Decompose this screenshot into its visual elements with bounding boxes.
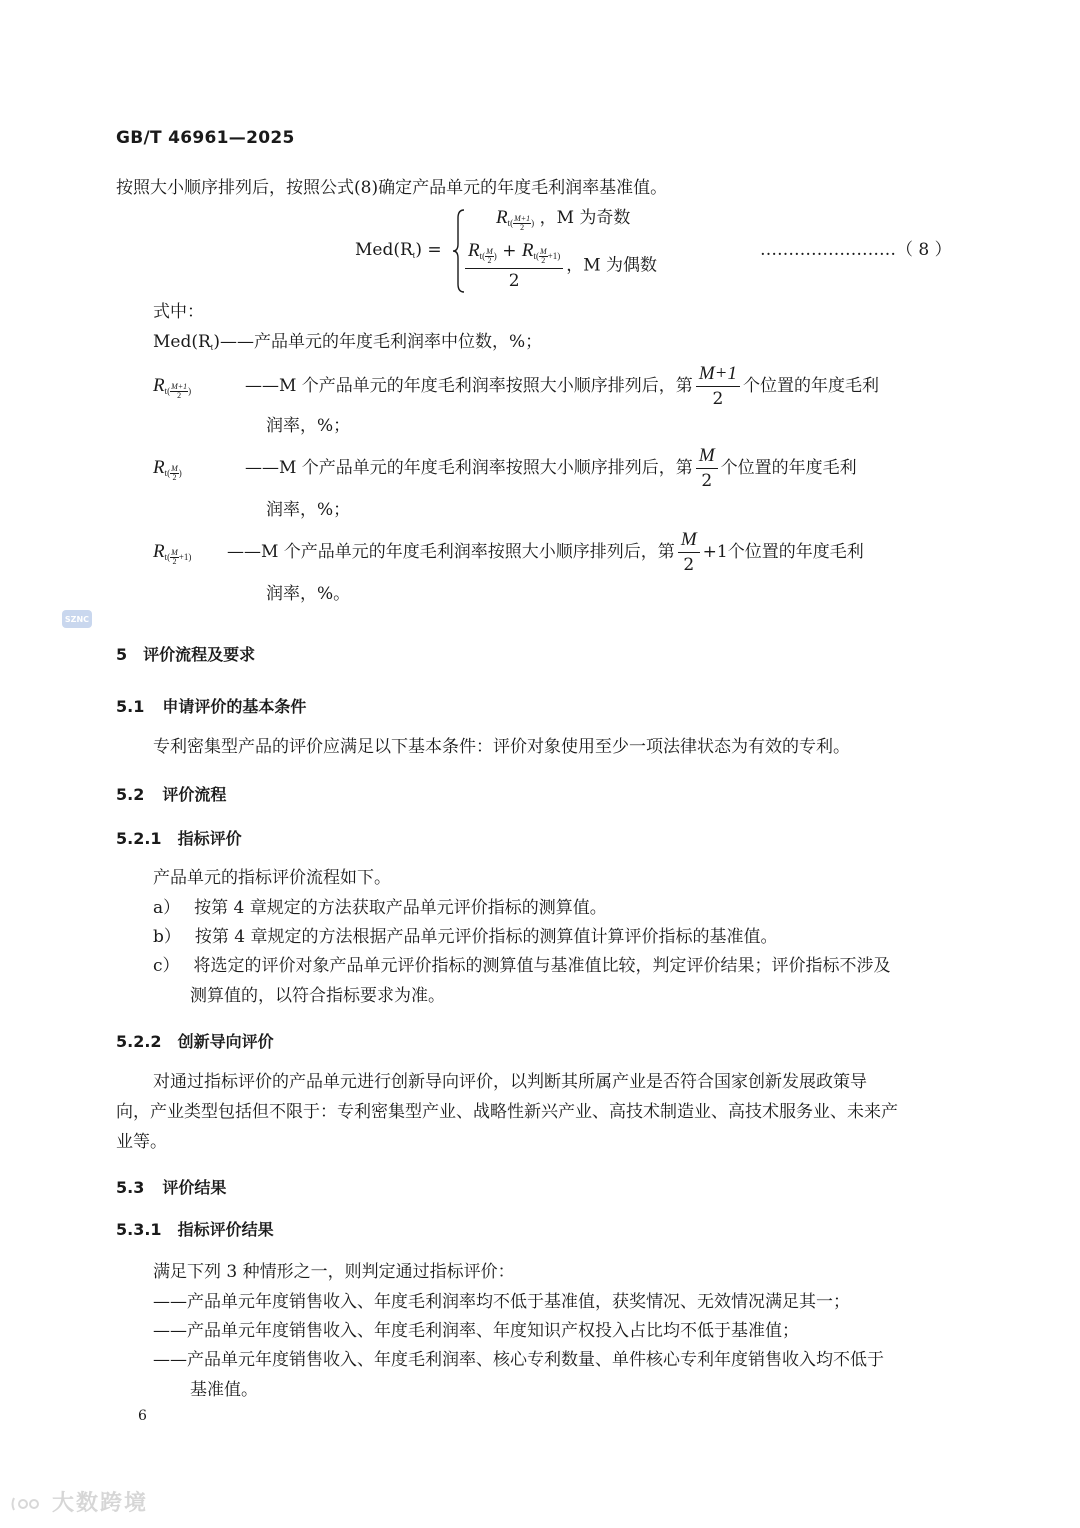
definition-term-1: $R_{t( \frac{M+1}{2} )}$ [153, 375, 192, 401]
section-5-2-2-line-3: 业等。 [116, 1132, 167, 1152]
section-5-2-heading: 5.2 评价流程 [116, 785, 227, 804]
section-5-2-2-heading: 5.2.2 创新导向评价 [116, 1032, 274, 1051]
brand-watermark: 大数跨境 [52, 1491, 149, 1516]
list-item-continuation: 基准值。 [190, 1380, 258, 1400]
definition-desc-2: ——M 个产品单元的年度毛利润率按照大小顺序排列后，第 $\frac{M}{2}$ 个位置的年度毛利 [245, 444, 857, 491]
definition-desc-3: ——M 个产品单元的年度毛利润率按照大小顺序排列后，第 $\frac{M}{2}$ +1 个位置的年度毛利 [227, 528, 864, 575]
formula-lhs: $Med(R_t)$ = [355, 240, 442, 260]
definition-cont-3: 润率，%。 [266, 584, 351, 604]
list-item-continuation: 测算值的，以符合指标要求为准。 [190, 986, 445, 1006]
brand-logo-icon [10, 1494, 50, 1514]
definition-term-2: $R_{t( \frac{M}{2} )}$ [153, 457, 182, 483]
definitions-intro: 式中： [153, 302, 204, 322]
definition-cont-1: 润率，%； [266, 416, 351, 436]
section-5-3-1-heading: 5.3.1 指标评价结果 [116, 1220, 274, 1239]
list-item: ——产品单元年度销售收入、年度毛利润率、核心专利数量、单件核心专利年度销售收入均不低于 [153, 1350, 884, 1370]
list-item: b） 按第 4 章规定的方法根据产品单元评价指标的测算值计算评价指标的基准值。 [153, 927, 778, 947]
section-5-1-text: 专利密集型产品的评价应满足以下基本条件：评价对象使用至少一项法律状态为有效的专利。 [153, 737, 850, 757]
equation-number: ……………………（ 8 ） [760, 240, 952, 260]
formula-intro: 按照大小顺序排列后，按照公式(8)确定产品单元的年度毛利润率基准值。 [116, 178, 668, 198]
section-5-3-1-intro: 满足下列 3 种情形之一，则判定通过指标评价： [153, 1262, 515, 1282]
definition-desc-1: ——M 个产品单元的年度毛利润率按照大小顺序排列后，第 $\frac{M+1}{2}$ 个位置的年度毛利 [245, 362, 879, 409]
standard-code: GB/T 46961—2025 [116, 128, 295, 148]
sznc-watermark-logo: SZNC [62, 610, 92, 628]
list-item: c） 将选定的评价对象产品单元评价指标的测算值与基准值比较，判定评价结果；评价指标不涉及 [153, 956, 891, 976]
section-5-3-heading: 5.3 评价结果 [116, 1178, 227, 1197]
section-5-2-1-intro: 产品单元的指标评价流程如下。 [153, 868, 391, 888]
section-5-heading: 5 评价流程及要求 [116, 645, 256, 664]
definition-med: $Med(R_t)——$产品单元的年度毛利润率中位数，%； [153, 332, 543, 352]
formula-case-odd: $R_{t( \frac{M+1}{2} )}$ ，M 为奇数 [496, 207, 631, 233]
page-number: 6 [138, 1408, 147, 1424]
section-5-1-heading: 5.1 申请评价的基本条件 [116, 697, 307, 716]
list-item: a） 按第 4 章规定的方法获取产品单元评价指标的测算值。 [153, 898, 607, 918]
section-5-2-2-line-1: 对通过指标评价的产品单元进行创新导向评价，以判断其所属产业是否符合国家创新发展政策导 [153, 1072, 867, 1092]
formula-case-even: $R_{t( \frac{M}{2} )} + R_{t( \frac{M}{2} +1)}$ 2 ，M 为偶数 [462, 240, 657, 292]
list-item: ——产品单元年度销售收入、年度毛利润率、年度知识产权投入占比均不低于基准值； [153, 1321, 799, 1341]
section-5-2-2-line-2: 向，产业类型包括但不限于：专利密集型产业、战略性新兴产业、高技术制造业、高技术服务业、未来产 [116, 1102, 898, 1122]
definition-cont-2: 润率，%； [266, 500, 351, 520]
list-item: ——产品单元年度销售收入、年度毛利润率均不低于基准值，获奖情况、无效情况满足其一； [153, 1292, 850, 1312]
definition-term-3: $R_{t( \frac{M}{2} +1)}$ [153, 541, 192, 567]
section-5-2-1-heading: 5.2.1 指标评价 [116, 829, 242, 848]
